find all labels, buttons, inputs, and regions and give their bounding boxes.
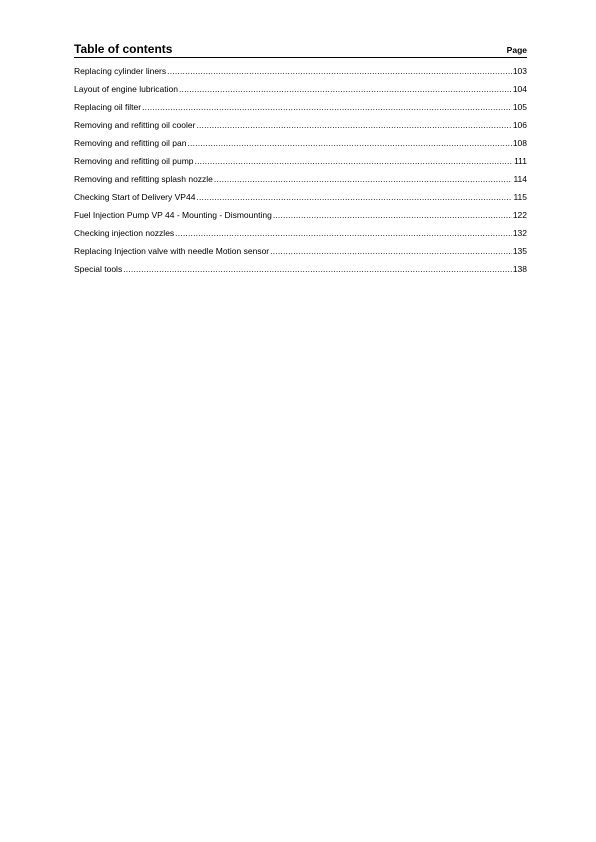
toc-entry[interactable]: [74, 208, 527, 226]
toc-entry-title[interactable]: Layout of engine lubrication: [74, 84, 178, 94]
toc-entry-page[interactable]: 104: [512, 84, 527, 94]
toc-entry-page[interactable]: 111: [514, 156, 527, 166]
toc-entry[interactable]: [74, 244, 527, 262]
dot-leader: [195, 154, 514, 169]
toc-entry-title[interactable]: Checking Start of Delivery VP44: [74, 192, 196, 202]
toc-entry[interactable]: [74, 190, 527, 208]
dot-leader: [179, 82, 512, 97]
toc-entry-page[interactable]: 122: [512, 210, 527, 220]
toc-entry[interactable]: [74, 100, 527, 118]
toc-entry[interactable]: [74, 82, 527, 100]
toc-entry-page[interactable]: 106: [512, 120, 527, 130]
toc-entry-page[interactable]: 103: [512, 66, 527, 76]
toc-entry-page[interactable]: 115: [513, 192, 527, 202]
toc-entry-title[interactable]: Fuel Injection Pump VP 44 - Mounting - Dismounting: [74, 210, 272, 220]
toc-entry-page[interactable]: 135: [512, 246, 527, 256]
toc-entry-page[interactable]: 108: [512, 138, 527, 148]
toc-entry-page[interactable]: 138: [512, 264, 527, 274]
table-of-contents: [74, 40, 527, 280]
toc-entry-title[interactable]: Replacing cylinder liners: [74, 66, 167, 76]
toc-entry-title[interactable]: Removing and refitting splash nozzle: [74, 174, 213, 184]
toc-entry-page[interactable]: 132: [512, 228, 527, 238]
toc-entry[interactable]: [74, 64, 527, 82]
toc-entry-title[interactable]: Removing and refitting oil pump: [74, 156, 194, 166]
toc-entry[interactable]: [74, 136, 527, 154]
toc-entry[interactable]: [74, 262, 527, 280]
dot-leader: [196, 190, 512, 205]
toc-entry-page[interactable]: 105: [512, 102, 527, 112]
toc-entry-title[interactable]: Special tools: [74, 264, 123, 274]
dot-leader: [214, 172, 513, 187]
toc-page-heading: Page: [506, 45, 527, 55]
toc-entry[interactable]: [74, 226, 527, 244]
dot-leader: [123, 262, 512, 277]
toc-title: Table of contents: [74, 42, 173, 56]
toc-entry[interactable]: [74, 154, 527, 172]
toc-entry-title[interactable]: Removing and refitting oil cooler: [74, 120, 196, 130]
toc-entry-title[interactable]: Replacing oil filter: [74, 102, 142, 112]
toc-entry[interactable]: [74, 172, 527, 190]
dot-leader: [175, 226, 512, 241]
toc-entry-title[interactable]: Checking injection nozzles: [74, 228, 175, 238]
dot-leader: [270, 244, 512, 259]
dot-leader: [196, 118, 511, 133]
toc-entry-title[interactable]: Replacing Injection valve with needle Motion sensor: [74, 246, 270, 256]
dot-leader: [167, 64, 512, 79]
dot-leader: [187, 136, 511, 151]
dot-leader: [142, 100, 512, 115]
toc-header: [74, 40, 527, 58]
dot-leader: [273, 208, 512, 223]
toc-entry-page[interactable]: 114: [513, 174, 527, 184]
toc-entry-title[interactable]: Removing and refitting oil pan: [74, 138, 187, 148]
toc-list: [74, 64, 527, 280]
toc-entry[interactable]: [74, 118, 527, 136]
